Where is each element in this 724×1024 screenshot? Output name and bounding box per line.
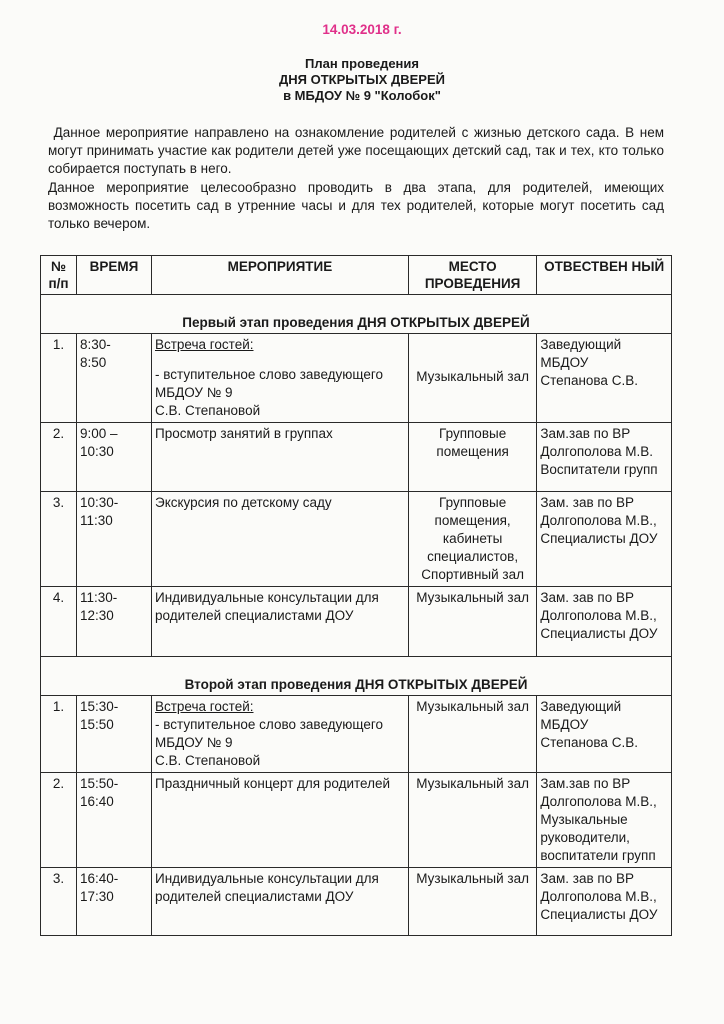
- table-row: [41, 696, 672, 773]
- table-row: [41, 773, 672, 868]
- row-num: 2.: [41, 423, 77, 492]
- event-heading: Встреча гостей:: [154, 337, 254, 352]
- row-event: Индивидуальные консультации для родителей специалистами ДОУ: [151, 868, 408, 936]
- table-row: [41, 587, 672, 657]
- title-line-3: в МБДОУ № 9 "Колобок": [283, 88, 441, 103]
- title-line-1: План проведения: [305, 56, 419, 71]
- event-text: - вступительное слово заведующего МБДОУ № 9 С.В. Степановой: [154, 717, 384, 768]
- stage-1-heading-row: [41, 295, 672, 334]
- row-time: 8:30- 8:50: [76, 334, 151, 423]
- row-num: 1.: [41, 334, 77, 423]
- header-num: № п/п: [41, 256, 77, 295]
- row-num: 4.: [41, 587, 77, 657]
- row-event: [151, 334, 408, 423]
- row-event: [151, 696, 408, 773]
- row-num: 2.: [41, 773, 77, 868]
- table-row: [41, 334, 672, 423]
- row-time: 15:30- 15:50: [76, 696, 151, 773]
- row-time: 11:30- 12:30: [76, 587, 151, 657]
- row-num: 1.: [41, 696, 77, 773]
- row-event: Индивидуальные консультации для родителей специалистами ДОУ: [151, 587, 408, 657]
- document-title: [0, 56, 724, 104]
- document-date: 14.03.2018 г.: [322, 22, 402, 37]
- row-time: 9:00 – 10:30: [76, 423, 151, 492]
- header-place: МЕСТО ПРОВЕДЕНИЯ: [408, 256, 536, 295]
- row-num: 3.: [41, 492, 77, 587]
- table-row: [41, 423, 672, 492]
- table-row: [41, 868, 672, 936]
- row-event: Праздничный концерт для родителей: [151, 773, 408, 868]
- intro-paragraph-2: Данное мероприятие целесообразно проводить в два этапа, для родителей, имеющих возможность посетить сад в утренние часы и для тех родителей, которые могут посетить сад только вечером.: [48, 179, 664, 232]
- header-time: ВРЕМЯ: [76, 256, 151, 295]
- event-heading: Встреча гостей:: [154, 699, 254, 714]
- row-responsible: Заведующий МБДОУ Степанова С.В.: [537, 334, 672, 423]
- schedule-table: [40, 255, 672, 936]
- row-responsible: Зам. зав по ВР Долгополова М.В., Специалисты ДОУ: [537, 587, 672, 657]
- row-responsible: Зам.зав по ВР Долгополова М.В., Музыкальные руководители, воспитатели групп: [537, 773, 672, 868]
- row-place: Музыкальный зал: [408, 773, 536, 868]
- row-responsible: Зам. зав по ВР Долгополова М.В., Специалисты ДОУ: [537, 492, 672, 587]
- row-event: Экскурсия по детскому саду: [151, 492, 408, 587]
- row-responsible: Зам.зав по ВР Долгополова М.В. Воспитатели групп: [537, 423, 672, 492]
- row-num: 3.: [41, 868, 77, 936]
- row-place: Музыкальный зал: [408, 587, 536, 657]
- intro-text: [48, 124, 668, 233]
- row-place: Музыкальный зал: [408, 696, 536, 773]
- row-time: 10:30- 11:30: [76, 492, 151, 587]
- row-responsible: Заведующий МБДОУ Степанова С.В.: [537, 696, 672, 773]
- table-header-row: [41, 256, 672, 295]
- row-place: Групповые помещения: [408, 423, 536, 492]
- row-responsible: Зам. зав по ВР Долгополова М.В., Специалисты ДОУ: [537, 868, 672, 936]
- table-row: [41, 492, 672, 587]
- stage-1-title: Первый этап проведения ДНЯ ОТКРЫТЫХ ДВЕРЕЙ: [41, 295, 672, 334]
- intro-paragraph-1: Данное мероприятие направлено на ознакомление родителей с жизнью детского сада. В нем могут принимать участие как родители детей уже посещающих детский сад, так и тех, кто только собирается поступать в него.: [48, 125, 668, 177]
- stage-2-title: Второй этап проведения ДНЯ ОТКРЫТЫХ ДВЕРЕЙ: [41, 657, 672, 696]
- row-place: Групповые помещения, кабинеты специалистов, Спортивный зал: [408, 492, 536, 587]
- header-event: МЕРОПРИЯТИЕ: [151, 256, 408, 295]
- row-place: Музыкальный зал: [408, 334, 536, 423]
- row-place: Музыкальный зал: [408, 868, 536, 936]
- stage-2-heading-row: [41, 657, 672, 696]
- row-time: 16:40- 17:30: [76, 868, 151, 936]
- header-responsible: ОТВЕСТВЕН НЫЙ: [537, 256, 672, 295]
- title-line-2: ДНЯ ОТКРЫТЫХ ДВЕРЕЙ: [279, 72, 445, 87]
- row-time: 15:50- 16:40: [76, 773, 151, 868]
- row-event: Просмотр занятий в группах: [151, 423, 408, 492]
- event-text: - вступительное слово заведующего МБДОУ № 9 С.В. Степановой: [154, 367, 384, 418]
